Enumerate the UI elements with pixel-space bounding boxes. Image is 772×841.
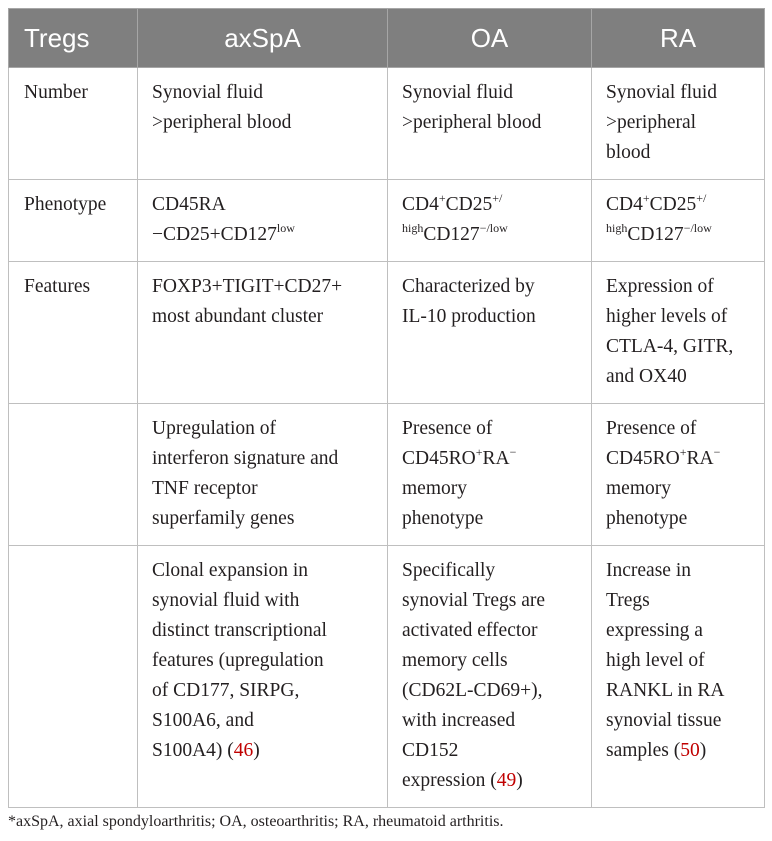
cell-features2-oa: Presence of CD45RO+RA− memory phenotype — [388, 404, 592, 546]
row-label-number: Number — [9, 68, 138, 180]
table-row-number — [9, 68, 765, 180]
row-label-empty — [9, 546, 138, 808]
cell-features2-ra: Presence of CD45RO+RA− memory phenotype — [592, 404, 765, 546]
row-label-phenotype: Phenotype — [9, 180, 138, 262]
row-label-empty — [9, 404, 138, 546]
cell-features3-axspa: Clonal expansion in synovial fluid with distinct transcriptional features (upregulation of CD177, SIRPG, S100A6, and S100A4) (46) — [138, 546, 388, 808]
reference-link[interactable]: 49 — [496, 770, 517, 791]
cell-number-ra: Synovial fluid >peripheral blood — [592, 68, 765, 180]
cell-features2-axspa: Upregulation of interferon signature and TNF receptor superfamily genes — [138, 404, 388, 546]
table-row-phenotype — [9, 180, 765, 262]
cell-features1-axspa: FOXP3+TIGIT+CD27+ most abundant cluster — [138, 262, 388, 404]
header-tregs: Tregs — [9, 9, 138, 68]
reference-link[interactable]: 46 — [233, 740, 254, 761]
cell-phenotype-axspa: CD45RA $-CD25+CD127^{low}$ — [138, 180, 388, 262]
tregs-comparison-table — [8, 8, 765, 808]
table-row-features-1 — [9, 262, 765, 404]
cell-features3-oa: Specifically synovial Tregs are activated effector memory cells (CD62L-CD69+), with increased CD152 expression (49) — [388, 546, 592, 808]
cell-number-oa: Synovial fluid >peripheral blood — [388, 68, 592, 180]
table-row-features-3 — [9, 546, 765, 808]
table-footnote: *axSpA, axial spondyloarthritis; OA, osteoarthritis; RA, rheumatoid arthritis. — [8, 813, 504, 830]
reference-link[interactable]: 50 — [680, 740, 700, 761]
cell-phenotype-ra: CD4+CD25+/ $^{high}CD127^{-/low}$ — [592, 180, 765, 262]
cell-number-axspa: Synovial fluid >peripheral blood — [138, 68, 388, 180]
header-row — [9, 9, 765, 68]
header-axspa: axSpA — [138, 9, 388, 68]
cell-phenotype-oa: CD4+CD25+/ $^{high}CD127^{-/low}$ — [388, 180, 592, 262]
header-oa: OA — [388, 9, 592, 68]
cell-features1-oa: Characterized by IL-10 production — [388, 262, 592, 404]
header-ra: RA — [592, 9, 765, 68]
table-row-features-2 — [9, 404, 765, 546]
row-label-features: Features — [9, 262, 138, 404]
cell-features3-ra: Increase in Tregs expressing a high level of RANKL in RA synovial tissue samples (50) — [592, 546, 765, 808]
cell-features1-ra: Expression of higher levels of CTLA-4, GITR, and OX40 — [592, 262, 765, 404]
